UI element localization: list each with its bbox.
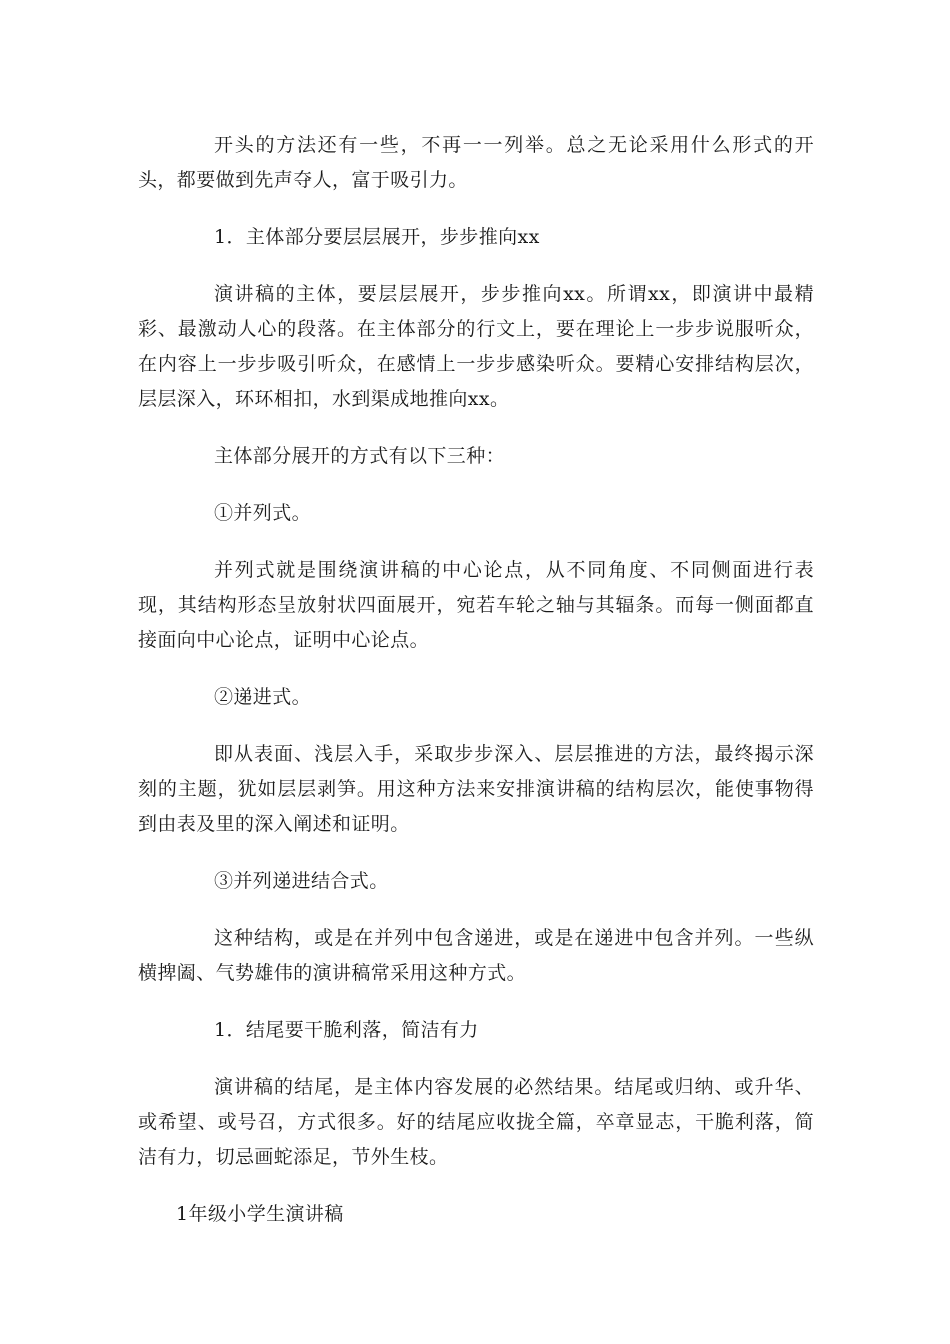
- heading-ending-section: 1．结尾要干脆利落，简洁有力: [214, 1019, 479, 1041]
- section-title: 1年级小学生演讲稿: [176, 1203, 344, 1225]
- paragraph-three-methods: 主体部分展开的方式有以下三种：: [214, 445, 506, 467]
- document-body: [138, 128, 814, 1254]
- list-item-progressive: ②递进式。: [214, 686, 312, 708]
- list-item-combined: ③并列递进结合式。: [214, 870, 389, 892]
- paragraph-body-explanation: 演讲稿的主体，要层层展开，步步推向xx。所谓xx，即演讲中最精彩、最激动人心的段落。在主体部分的行文上，要在理论上一步步说服听众，在内容上一步步吸引听众，在感情上一步步感染听众。要精心安排结构层次，层层深入，环环相扣，水到渠成地推向xx。: [138, 283, 814, 410]
- list-item-parallel: ①并列式。: [214, 502, 312, 524]
- heading-body-section: 1．主体部分要层层展开，步步推向xx: [214, 226, 540, 248]
- paragraph-opening-methods: 开头的方法还有一些，不再一一列举。总之无论采用什么形式的开头，都要做到先声夺人，富于吸引力。: [138, 134, 814, 191]
- paragraph-combined-explanation: 这种结构，或是在并列中包含递进，或是在递进中包含并列。一些纵横捭阖、气势雄伟的演讲稿常采用这种方式。: [138, 927, 814, 984]
- paragraph-progressive-explanation: 即从表面、浅层入手，采取步步深入、层层推进的方法，最终揭示深刻的主题，犹如层层剥笋。用这种方法来安排演讲稿的结构层次，能使事物得到由表及里的深入阐述和证明。: [138, 743, 814, 835]
- paragraph-ending-explanation: 演讲稿的结尾，是主体内容发展的必然结果。结尾或归纳、或升华、或希望、或号召，方式很多。好的结尾应收拢全篇，卒章显志，干脆利落，简洁有力，切忌画蛇添足，节外生枝。: [138, 1076, 814, 1168]
- paragraph-parallel-explanation: 并列式就是围绕演讲稿的中心论点，从不同角度、不同侧面进行表现，其结构形态呈放射状四面展开，宛若车轮之轴与其辐条。而每一侧面都直接面向中心论点，证明中心论点。: [138, 559, 814, 651]
